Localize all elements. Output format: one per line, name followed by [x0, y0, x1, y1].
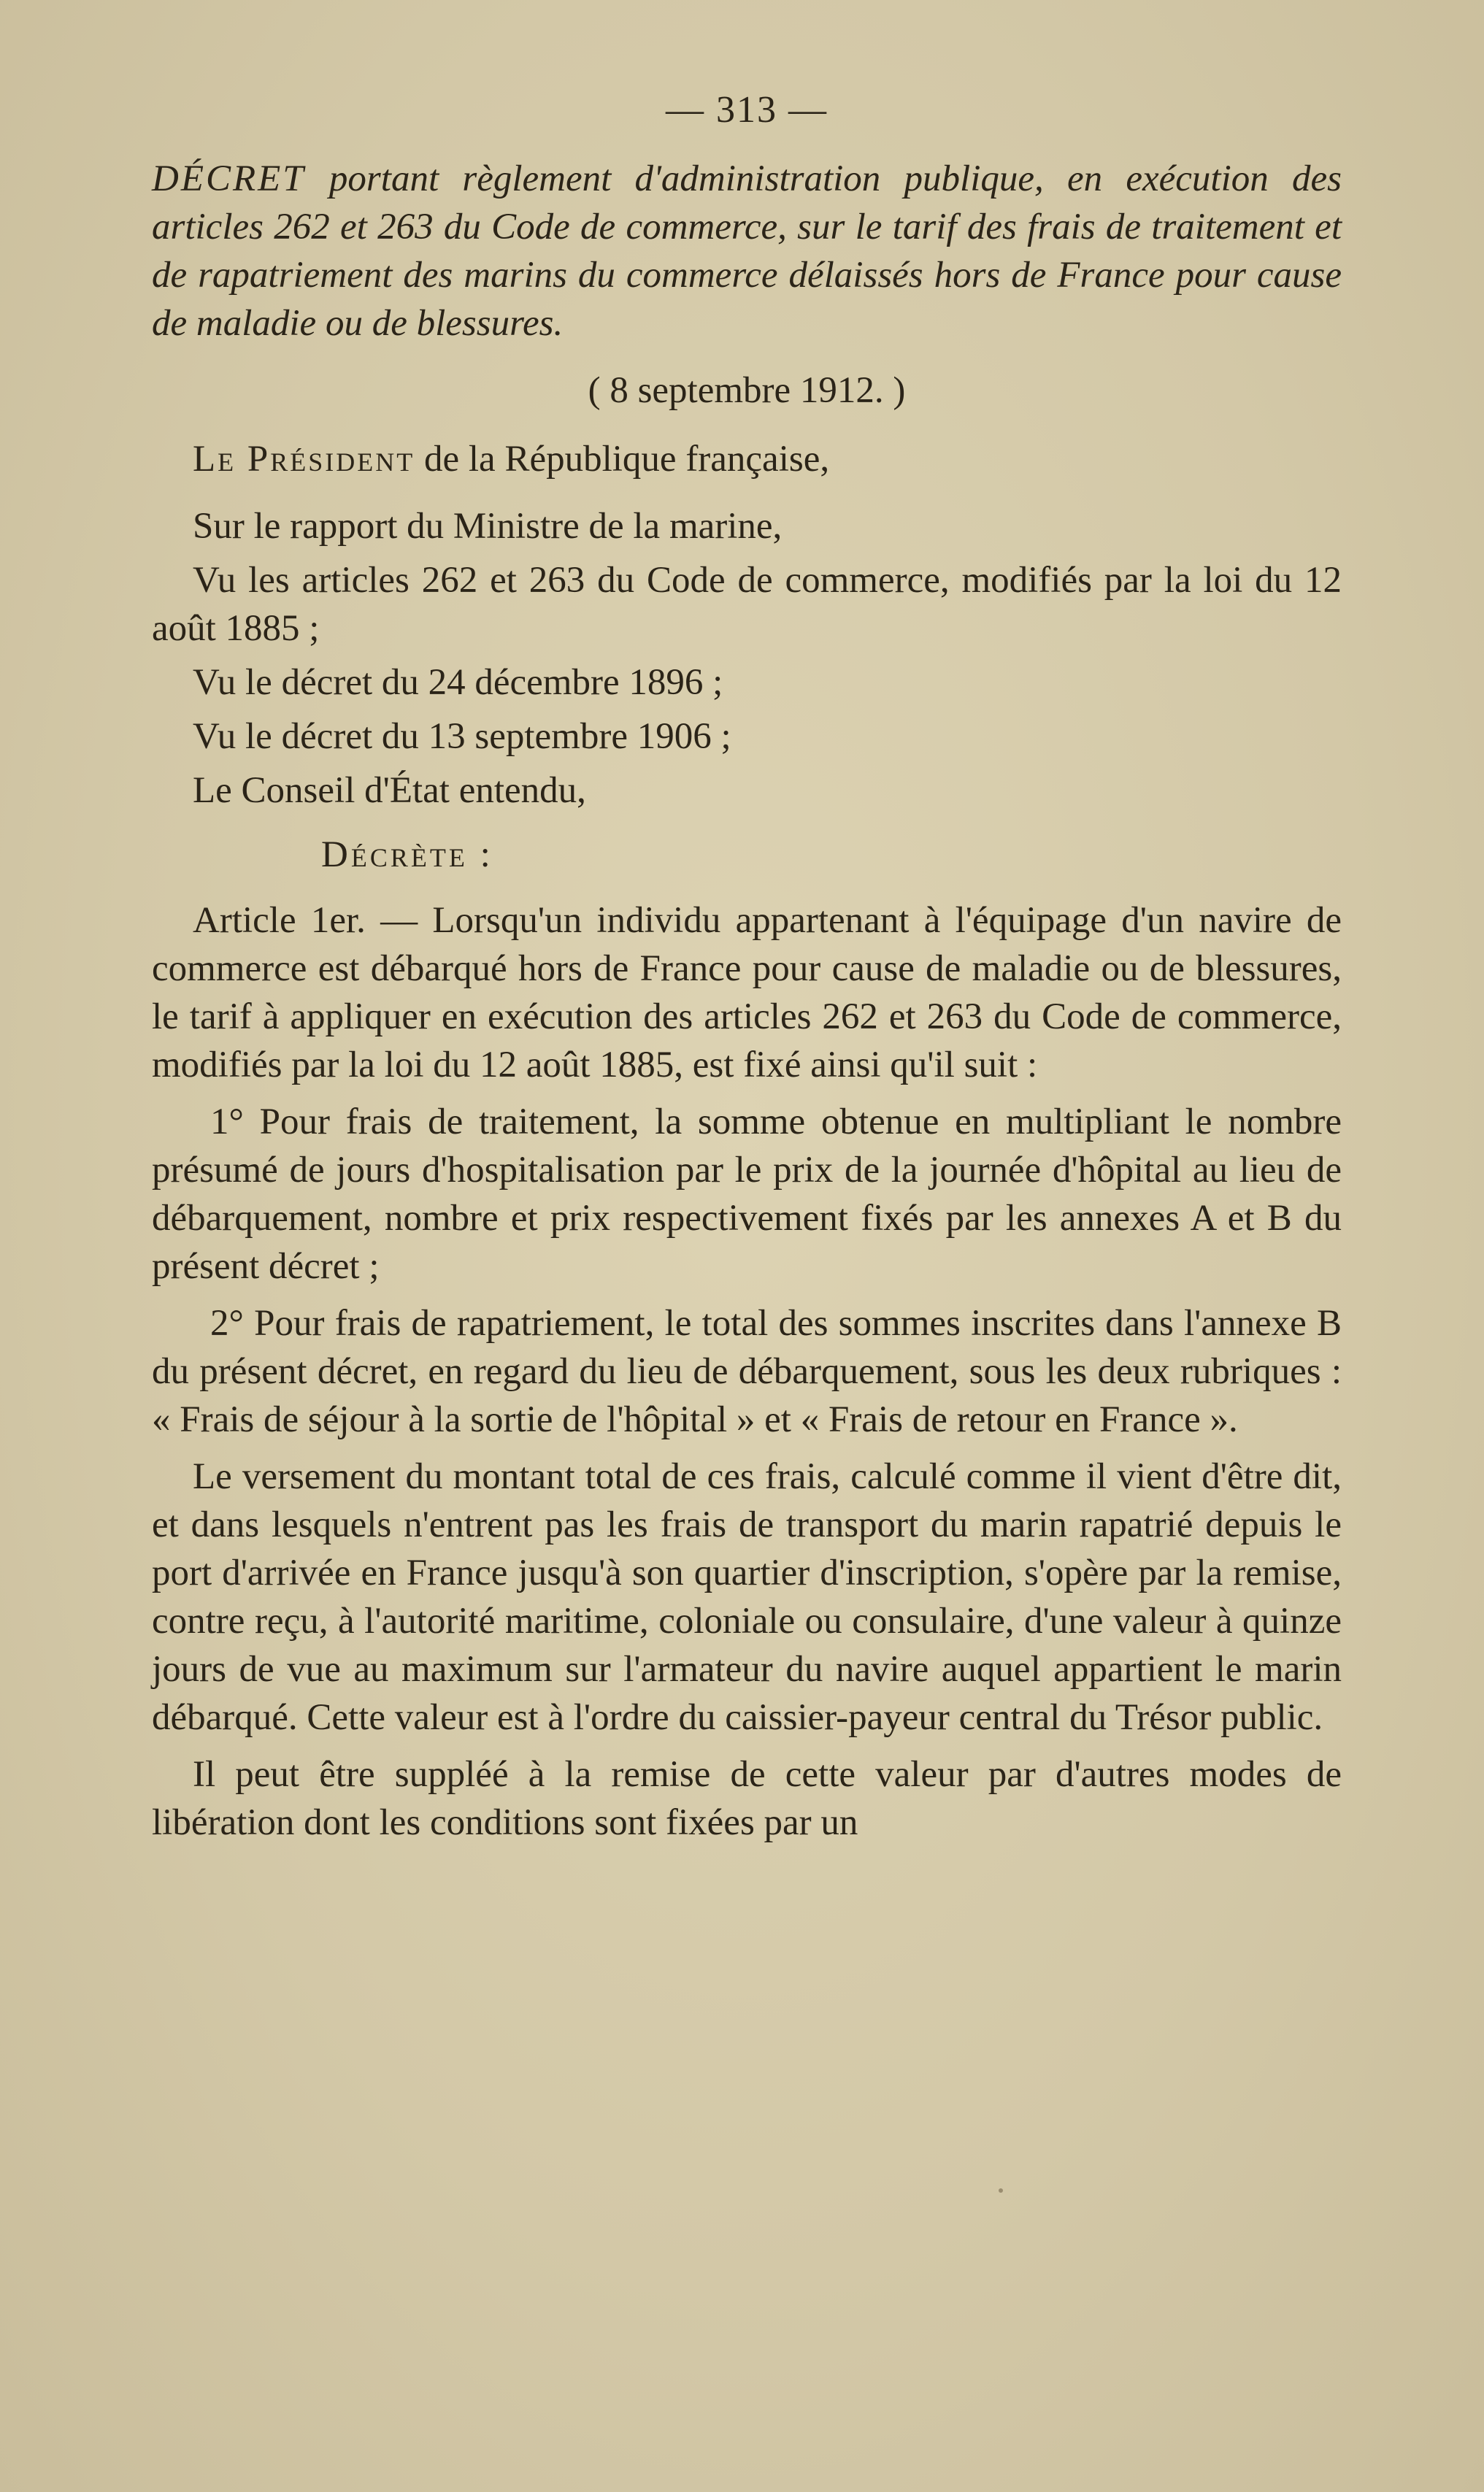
visa-item: Sur le rapport du Ministre de la marine,	[193, 506, 783, 547]
paper-speck	[999, 2188, 1003, 2193]
decrete-heading: Décrète :	[321, 834, 493, 875]
article-label: Article 1er.	[193, 900, 366, 941]
article-1	[152, 896, 1342, 1089]
body-paragraph: Le versement du montant total de ces frais, calculé comme il vient d'être dit, et dans lesquels n'entrent pas les frais de transport du marin rapatrié depuis le port d'arrivée en France jusqu'à son quartier d'inscription, s'opère par la remise, contre reçu, à l'autorité maritime, coloniale ou consulaire, d'une valeur à quinze jours de vue au maximum sur l'armateur du navire auquel appartient le marin débarqué. Cette valeur est à l'ordre du caissier-payeur central du Trésor public.	[152, 1456, 1342, 1738]
article-body	[152, 896, 1342, 1847]
body-paragraph: Il peut être suppléé à la remise de cette valeur par d'autres modes de libération dont les conditions sont fixées par un	[152, 1754, 1342, 1843]
president-lead: Le Président	[193, 439, 415, 480]
decree-date: ( 8 septembre 1912. )	[588, 370, 906, 411]
decree-title	[152, 155, 1342, 347]
president-line	[152, 435, 1342, 483]
page-number: — 313 —	[666, 89, 828, 131]
decree-title-text: portant règlement d'administration publique, en exécution des articles 262 et 263 du Code de commerce, sur le tarif des frais de traitement et de rapatriement des marins du commerce délaissés hors de France pour cause de maladie ou de blessures.	[152, 158, 1342, 344]
visa-item: Vu les articles 262 et 263 du Code de commerce, modifiés par la loi du 12 août 1885 ;	[152, 560, 1342, 649]
visa-item: Vu le décret du 24 décembre 1896 ;	[193, 662, 723, 703]
article-item: 1° Pour frais de traitement, la somme obtenue en multipliant le nombre présumé de jours d'hospitalisation par le prix de la journée d'hôpital au lieu de débarquement, nombre et prix respectivement fixés par les annexes A et B du présent décret ;	[152, 1101, 1342, 1287]
text-column	[152, 86, 1342, 1855]
decree-title-lead: DÉCRET	[152, 158, 306, 199]
president-text: de la République française,	[424, 439, 830, 480]
visa-item: Le Conseil d'État entendu,	[193, 770, 586, 811]
visa-list	[152, 502, 1342, 815]
article-item: 2° Pour frais de rapatriement, le total des sommes inscrites dans l'annexe B du présent décret, en regard du lieu de débarquement, sous les deux rubriques : « Frais de séjour à la sortie de l'hôpital » et « Frais de retour en France ».	[152, 1303, 1342, 1440]
visa-item: Vu le décret du 13 septembre 1906 ;	[193, 716, 731, 757]
article-text: — Lorsqu'un individu appartenant à l'équipage d'un navire de commerce est débarqué hors de France pour cause de maladie ou de blessures, le tarif à appliquer en exécution des articles 262 et 263 du Code de commerce, modifiés par la loi du 12 août 1885, est fixé ainsi qu'il suit :	[152, 900, 1342, 1085]
